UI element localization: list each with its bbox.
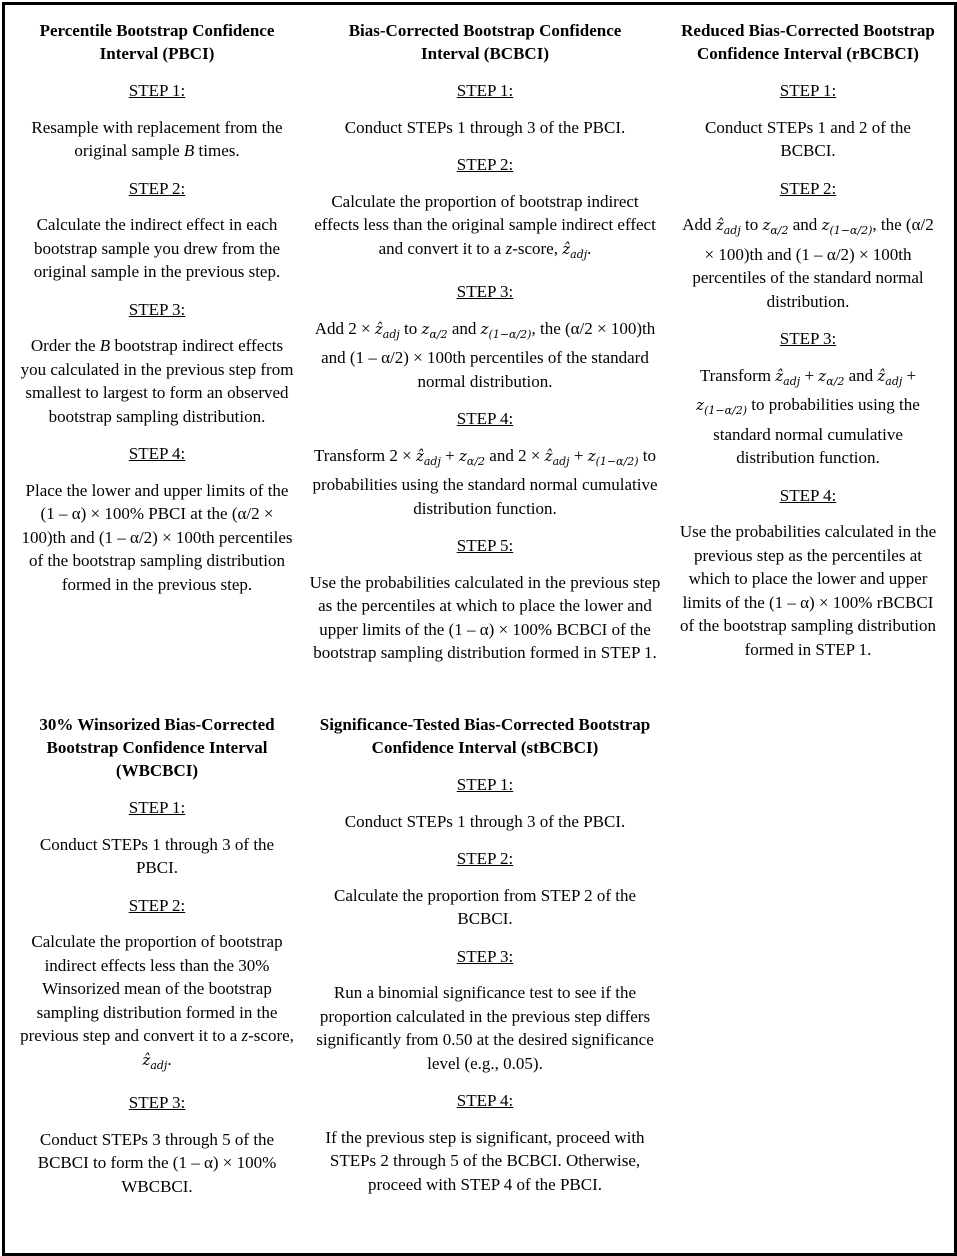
step-text: Conduct STEPs 1 and 2 of the BCBCI. — [705, 117, 911, 160]
step-label: STEP 1: — [128, 798, 186, 817]
step-text: Calculate the proportion of bootstrap indirect effects less than the original sample indirect effect and convert it to a z-score, ẑ$_{adj}$. — [314, 191, 656, 261]
step-text: Resample with replacement from the original sample B times. — [31, 117, 283, 160]
box-title: Bias-Corrected Bootstrap Confidence Interval (BCBCI) — [348, 21, 622, 63]
bcbci-box — [307, 19, 663, 665]
step-text: Calculate the proportion from STEP 2 of the BCBCI. — [334, 885, 636, 928]
pbci-box — [17, 19, 297, 596]
step-text: Conduct STEPs 1 through 3 of the PBCI. — [39, 834, 275, 877]
step-text: Calculate the indirect effect in each bootstrap sample you drew from the original sample in the previous step. — [33, 215, 281, 281]
step-label: STEP 4: — [456, 1091, 514, 1110]
step-label: STEP 2: — [456, 849, 514, 868]
step-label: STEP 3: — [128, 299, 186, 319]
stbcbci-box — [307, 713, 663, 1196]
step-label: STEP 1: — [456, 81, 514, 100]
step-text: Run a binomial significance test to see if the proportion calculated in the previous step differs significantly from 0.50 at the desired significance level (e.g., 0.05). — [316, 983, 654, 1073]
step-label: STEP 2: — [128, 178, 186, 198]
step-text: Add 2 × ẑ$_{adj}$ to $z_{\alpha/2}$ and $z_{(1-\alpha/2)}$, the (α/2 × 100)th and (1 – α/2) × 100th percentiles of the standard normal distribution. — [314, 318, 656, 391]
step-text: Transform 2 × ẑ$_{adj}$ + $z_{\alpha/2}$ and 2 × ẑ$_{adj}$ + $z_{(1-\alpha/2)}$ to probabilities using the standard normal cumulative distribution function. — [312, 445, 658, 518]
wbcbci-box — [17, 713, 297, 1198]
step-label: STEP 2: — [779, 178, 837, 198]
step-label: STEP 5: — [456, 536, 514, 555]
step-text: Conduct STEPs 3 through 5 of the BCBCI to form the (1 – α) × 100% WBCBCI. — [37, 1129, 277, 1196]
step-text: Conduct STEPs 1 through 3 of the PBCI. — [344, 811, 626, 831]
rbcbci-box — [677, 19, 939, 661]
figure-frame — [2, 2, 957, 1256]
step-label: STEP 4: — [128, 444, 186, 463]
step-label: STEP 1: — [128, 81, 186, 100]
step-text: Place the lower and upper limits of the (1 – α) × 100% PBCI at the (α/2 × 100)th and (1 – α/2) × 100th percentiles of the bootstrap sampling distribution formed in the previous step. — [21, 480, 293, 594]
step-label: STEP 4: — [456, 409, 514, 428]
step-label: STEP 1: — [456, 775, 514, 794]
step-text: If the previous step is significant, proceed with STEPs 2 through 5 of the BCBCI. Otherwise, proceed with STEP 4 of the PBCI. — [325, 1127, 645, 1194]
step-text: Order the B bootstrap indirect effects you calculated in the previous step from smallest to largest to form an observed bootstrap sampling distribution. — [20, 336, 294, 426]
step-label: STEP 2: — [128, 895, 186, 915]
step-text: Calculate the proportion of bootstrap indirect effects less than the 30% Winsorized mean of the bootstrap sampling distribution formed in the previous step and convert it to a z-score, ẑ$_{adj}$. — [20, 932, 294, 1072]
step-label: STEP 2: — [456, 155, 514, 174]
box-title: 30% Winsorized Bias-Corrected Bootstrap Confidence Interval (WBCBCI) — [39, 715, 275, 780]
box-title: Percentile Bootstrap Confidence Interval (PBCI) — [39, 21, 275, 63]
step-label: STEP 1: — [779, 81, 837, 100]
step-text: Use the probabilities calculated in the previous step as the percentiles at which to place the lower and upper limits of the (1 – α) × 100% rBCBCI of the bootstrap sampling distribution formed in STEP 1. — [679, 522, 937, 659]
step-text: Add ẑ$_{adj}$ to $z_{\alpha/2}$ and $z_{(1-\alpha/2)}$, the (α/2 × 100)th and (1 – α/2) × 100th percentiles of the standard normal distribution. — [682, 215, 934, 311]
box-title: Reduced Bias-Corrected Bootstrap Confidence Interval (rBCBCI) — [681, 21, 935, 63]
step-label: STEP 3: — [779, 329, 837, 348]
step-label: STEP 3: — [128, 1093, 186, 1112]
step-label: STEP 3: — [456, 946, 514, 966]
step-label: STEP 4: — [779, 485, 837, 505]
step-text: Use the probabilities calculated in the previous step as the percentiles at which to place the lower and upper limits of the (1 – α) × 100% BCBCI of the bootstrap sampling distribution formed in STEP 1. — [309, 572, 661, 662]
step-text: Transform ẑ$_{adj}$ + $z_{\alpha/2}$ and ẑ$_{adj}$ + $z_{(1-\alpha/2)}$ to probabilities using the standard normal cumulative distribution function. — [696, 365, 920, 467]
step-label: STEP 3: — [456, 282, 514, 301]
step-text: Conduct STEPs 1 through 3 of the PBCI. — [344, 117, 626, 137]
box-title: Significance-Tested Bias-Corrected Bootstrap Confidence Interval (stBCBCI) — [319, 715, 651, 757]
